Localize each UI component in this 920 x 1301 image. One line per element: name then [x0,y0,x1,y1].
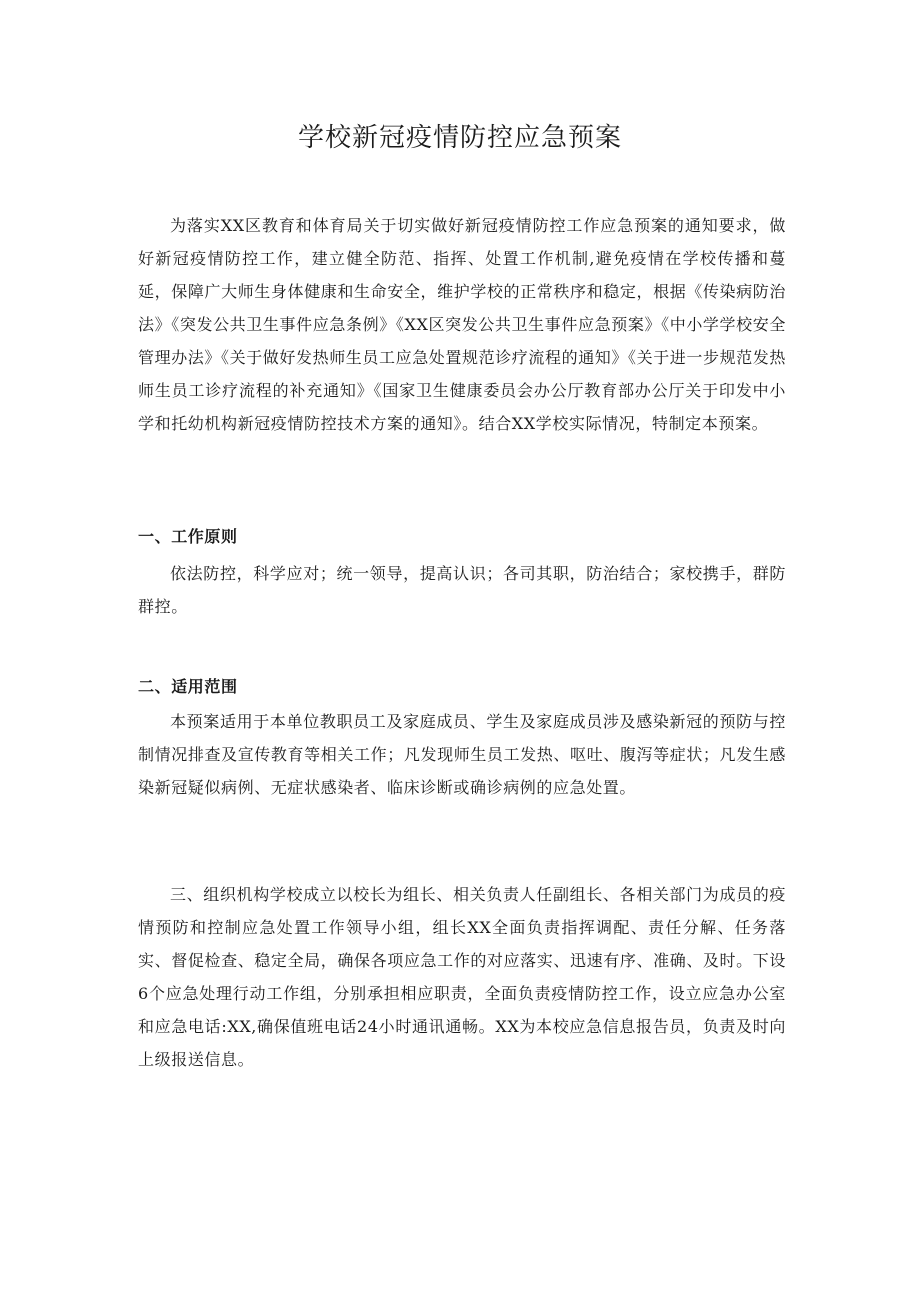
section-body-organization: 三、组织机构学校成立以校长为组长、相关负责人任副组长、各相关部门为成员的疫情预防和控制应急处置工作领导小组，组长XX全面负责指挥调配、责任分解、任务落实、督促检查、稳定全局，确保各项应急工作的对应落实、迅速有序、准确、及时。下设6个应急处理行动工作组，分别承担相应职责，全面负责疫情防控工作，设立应急办公室和应急电话:XX,确保值班电话24小时通讯通畅。XX为本校应急信息报告员，负责及时向上级报送信息。 [138,885,786,1069]
section-body-scope: 本预案适用于本单位教职员工及家庭成员、学生及家庭成员涉及感染新冠的预防与控制情况排查及宣传教育等相关工作；凡发现师生员工发热、呕吐、腹泻等症状；凡发生感染新冠疑似病例、无症状感染者、临床诊断或确诊病例的应急处置。 [138,712,786,797]
section-heading-scope: 二、适用范围 [138,677,238,696]
document-title: 学校新冠疫情防控应急预案 [297,123,622,153]
intro-paragraph: 为落实XX区教育和体育局关于切实做好新冠疫情防控工作应急预案的通知要求，做好新冠疫情防控工作，建立健全防范、指挥、处置工作机制,避免疫情在学校传播和蔓延，保障广大师生身体健康和生命安全，维护学校的正常秩序和稳定，根据《传染病防治法》《突发公共卫生事件应急条例》《XX区突发公共卫生事件应急预案》《中小学学校安全管理办法》《关于做好发热师生员工应急处置规范诊疗流程的通知》《关于进一步规范发热师生员工诊疗流程的补充通知》《国家卫生健康委员会办公厅教育部办公厅关于印发中小学和托幼机构新冠疫情防控技术方案的通知》。结合XX学校实际情况，特制定本预案。 [138,216,787,433]
section-body-principles: 依法防控，科学应对；统一领导，提高认识；各司其职，防治结合；家校携手，群防群控。 [138,564,786,616]
section-heading-principles: 一、工作原则 [138,527,238,546]
